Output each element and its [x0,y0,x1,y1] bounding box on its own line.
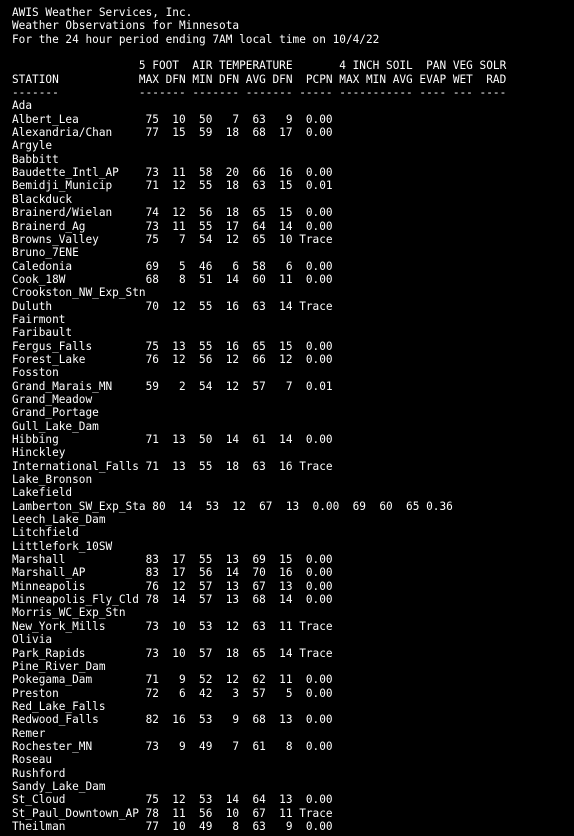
station-row: Fairmont [12,312,66,326]
station-row: New_York_Mills 73 10 53 12 63 11 Trace [12,619,333,633]
station-row: Litchfield [12,526,79,540]
station-row: Remer [12,726,46,740]
station-row: Olivia [12,633,53,647]
station-row: Fergus_Falls 75 13 55 16 65 15 0.00 [12,339,333,353]
station-row: Brainerd/Wielan 74 12 56 18 65 15 0.00 [12,206,333,220]
column-group-header: 5 FOOT AIR TEMPERATURE 4 INCH SOIL PAN VEG SOLR [12,59,507,73]
station-row: Forest_Lake 76 12 56 12 66 12 0.00 [12,352,333,366]
station-row: St_Cloud 75 12 53 14 64 13 0.00 [12,793,333,807]
station-row: Bemidji_Municip 71 12 55 18 63 15 0.01 [12,179,333,193]
station-row: Hinckley [12,446,66,460]
station-row: Lake_Bronson [12,473,93,487]
station-row: Theilman 77 10 49 8 63 9 0.00 [12,819,333,833]
station-row: Gull_Lake_Dam [12,419,99,433]
station-row: Marshall 83 17 55 13 69 15 0.00 [12,553,333,567]
station-row: Roseau [12,753,53,767]
station-row: Babbitt [12,152,59,166]
station-row: Argyle [12,139,53,153]
station-row: Cook_18W 68 8 51 14 60 11 0.00 [12,272,333,286]
station-row: Rushford [12,766,66,780]
station-row: St_Paul_Downtown_AP 78 11 56 10 67 11 Trace [12,806,333,820]
station-row: Grand_Meadow [12,392,93,406]
station-row: Fosston [12,366,59,380]
station-row: Bruno_7ENE [12,246,79,260]
station-row: International_Falls 71 13 55 18 63 16 Trace [12,459,333,473]
station-row: Grand_Portage [12,406,99,420]
station-row: Browns_Valley 75 7 54 12 65 10 Trace [12,232,333,246]
report-subtitle: Weather Observations for Minnesota [12,19,240,33]
blank-line [12,46,574,59]
station-row: Pokegama_Dam 71 9 52 12 62 11 0.00 [12,673,333,687]
station-row: Littlefork_10SW [12,539,113,553]
station-row: Rochester_MN 73 9 49 7 61 8 0.00 [12,739,333,753]
station-row: Brainerd_Ag 73 11 55 17 64 14 0.00 [12,219,333,233]
station-row: Morris_WC_Exp_Stn [12,606,126,620]
station-row: Preston 72 6 42 3 57 5 0.00 [12,686,333,700]
org-name: AWIS Weather Services, Inc. [12,6,193,19]
station-rows [12,99,574,833]
station-row: Minneapolis_Fly_Cld 78 14 57 13 68 14 0.00 [12,593,333,607]
station-row: Duluth 70 12 55 16 63 14 Trace [12,299,333,313]
station-row: Faribault [12,326,73,340]
station-row: Baudette_Intl_AP 73 11 58 20 66 16 0.00 [12,166,333,180]
station-row: Lakefield [12,486,73,500]
column-header: STATION MAX DFN MIN DFN AVG DFN PCPN MAX MIN AVG EVAP WET RAD [12,72,507,86]
station-row: Pine_River_Dam [12,659,106,673]
station-row: Hibbing 71 13 50 14 61 14 0.00 [12,433,333,446]
report-period: For the 24 hour period ending 7AM local time on 10/4/22 [12,32,380,46]
station-row: Redwood_Falls 82 16 53 9 68 13 0.00 [12,713,333,727]
station-row: Red_Lake_Falls [12,699,106,713]
station-row: Sandy_Lake_Dam [12,779,106,793]
station-row: Grand_Marais_MN 59 2 54 12 57 7 0.01 [12,379,333,393]
header-rule: ------- ------- ------- ------- ----- ----------- ---- --- ---- [12,86,507,100]
station-row: Marshall_AP 83 17 56 14 70 16 0.00 [12,566,333,580]
station-row: Leech_Lake_Dam [12,513,106,527]
station-row: Alexandria/Chan 77 15 59 18 68 17 0.00 [12,126,333,140]
station-row: Minneapolis 76 12 57 13 67 13 0.00 [12,579,333,593]
station-row: Lamberton_SW_Exp_Sta 80 14 53 12 67 13 0.00 69 60 65 0.36 [12,499,453,513]
station-row: Park_Rapids 73 10 57 18 65 14 Trace [12,646,333,660]
station-row: Caledonia 69 5 46 6 58 6 0.00 [12,259,333,273]
station-row: Albert_Lea 75 10 50 7 63 9 0.00 [12,112,333,126]
station-row: Crookston_NW_Exp_Stn [12,286,146,300]
station-row: Blackduck [12,192,73,206]
station-row: Ada [12,99,33,113]
